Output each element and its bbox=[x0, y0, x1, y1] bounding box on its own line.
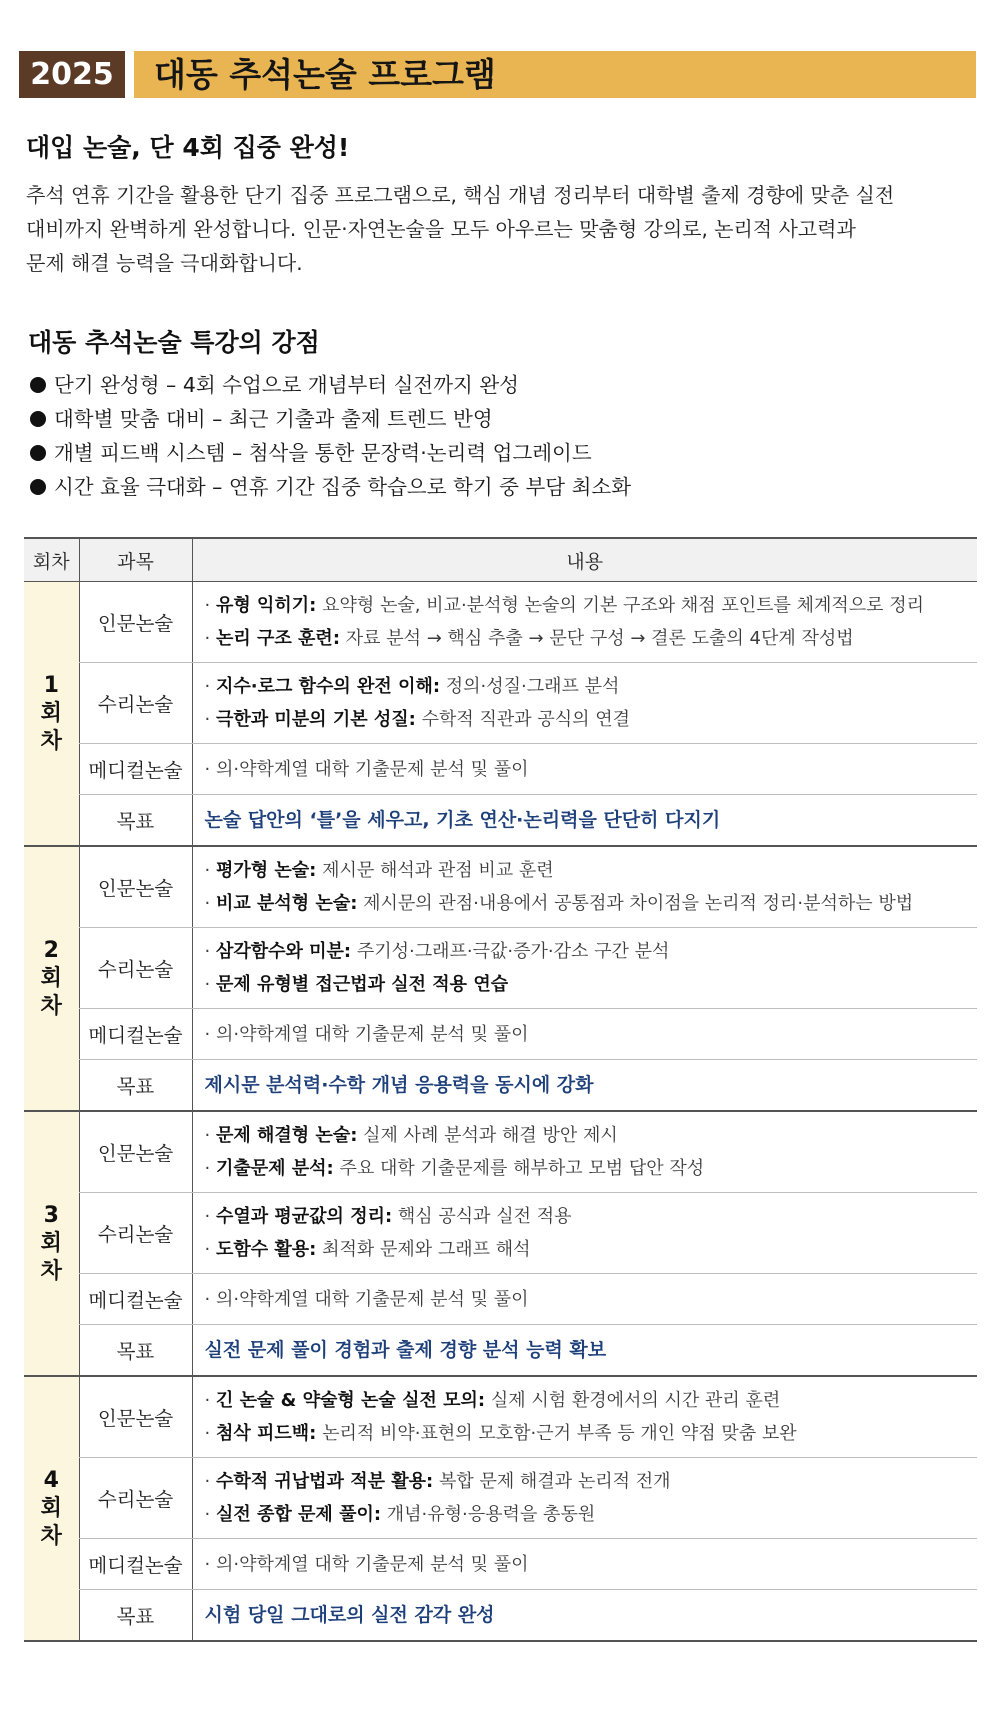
content-cell: · 수학적 귀납법과 적분 활용: 복합 문제 해결과 논리적 전개 · 실전 종합 문제 풀이: 개념·유형·응용력을 총동원 bbox=[192, 1458, 977, 1539]
content-cell: · 긴 논술 & 약술형 논술 실전 모의: 실제 시험 환경에서의 시간 관리 훈련 · 첨삭 피드백: 논리적 비약·표현의 모호함·근거 부족 등 개인 약점 맞춤 보완 bbox=[192, 1376, 977, 1458]
strength-item bbox=[30, 402, 631, 436]
title-banner bbox=[19, 51, 976, 98]
strength-item bbox=[30, 470, 631, 504]
round-label: 4 회 차 bbox=[24, 1376, 79, 1641]
goal-cell: 시험 당일 그대로의 실전 감각 완성 bbox=[192, 1590, 977, 1642]
subject-cell: 인문논술 bbox=[79, 846, 192, 928]
content-cell: · 평가형 논술: 제시문 해석과 관점 비교 훈련 · 비교 분석형 논술: 제시문의 관점·내용에서 공통점과 차이점을 논리적 정리·분석하는 방법 bbox=[192, 846, 977, 928]
table-header-row bbox=[24, 538, 977, 582]
subject-cell: 목표 bbox=[79, 1325, 192, 1377]
content-cell: · 문제 해결형 논술: 실제 사례 분석과 해결 방안 제시 · 기출문제 분석: 주요 대학 기출문제를 해부하고 모범 답안 작성 bbox=[192, 1111, 977, 1193]
intro-line: 대비까지 완벽하게 완성합니다. 인문·자연논술을 모두 아우르는 맞춤형 강의로, 논리적 사고력과 bbox=[26, 217, 856, 241]
subject-cell: 목표 bbox=[79, 1590, 192, 1642]
strengths-list bbox=[30, 368, 631, 504]
goal-cell: 제시문 분석력·수학 개념 응용력을 동시에 강화 bbox=[192, 1060, 977, 1112]
intro-headline: 대입 논술, 단 4회 집중 완성! bbox=[26, 133, 350, 162]
intro-paragraph bbox=[26, 178, 976, 280]
subject-cell: 인문논술 bbox=[79, 1111, 192, 1193]
table-row bbox=[24, 928, 977, 1009]
goal-cell: 실전 문제 풀이 경험과 출제 경향 분석 능력 확보 bbox=[192, 1325, 977, 1377]
subject-cell: 인문논술 bbox=[79, 1376, 192, 1458]
table-row bbox=[24, 1376, 977, 1458]
subject-cell: 목표 bbox=[79, 795, 192, 847]
schedule-table bbox=[24, 537, 977, 1642]
subject-cell: 목표 bbox=[79, 1060, 192, 1112]
round-label: 3 회 차 bbox=[24, 1111, 79, 1376]
bullet-icon bbox=[30, 479, 46, 495]
strength-text: 시간 효율 극대화 – 연휴 기간 집중 학습으로 학기 중 부담 최소화 bbox=[54, 475, 632, 499]
table-row bbox=[24, 1111, 977, 1193]
subject-cell: 수리논술 bbox=[79, 663, 192, 744]
content-cell: · 지수·로그 함수의 완전 이해: 정의·성질·그래프 분석 · 극한과 미분의 기본 성질: 수학적 직관과 공식의 연결 bbox=[192, 663, 977, 744]
subject-cell: 메디컬논술 bbox=[79, 1274, 192, 1325]
table-row bbox=[24, 846, 977, 928]
subject-cell: 메디컬논술 bbox=[79, 1539, 192, 1590]
content-cell: · 의·약학계열 대학 기출문제 분석 및 풀이 bbox=[192, 1539, 977, 1590]
strength-item bbox=[30, 368, 631, 402]
subject-cell: 메디컬논술 bbox=[79, 1009, 192, 1060]
table-row bbox=[24, 663, 977, 744]
table-row bbox=[24, 1060, 977, 1112]
subject-cell: 메디컬논술 bbox=[79, 744, 192, 795]
content-cell: · 의·약학계열 대학 기출문제 분석 및 풀이 bbox=[192, 1274, 977, 1325]
strength-text: 단기 완성형 – 4회 수업으로 개념부터 실전까지 완성 bbox=[54, 373, 519, 397]
table-row bbox=[24, 744, 977, 795]
subject-cell: 수리논술 bbox=[79, 1193, 192, 1274]
bullet-icon bbox=[30, 377, 46, 393]
table-row bbox=[24, 1274, 977, 1325]
bullet-icon bbox=[30, 445, 46, 461]
content-cell: · 의·약학계열 대학 기출문제 분석 및 풀이 bbox=[192, 1009, 977, 1060]
table-row bbox=[24, 582, 977, 663]
table-row bbox=[24, 1458, 977, 1539]
table-row bbox=[24, 1590, 977, 1642]
header-round: 회차 bbox=[24, 538, 79, 582]
strength-text: 개별 피드백 시스템 – 첨삭을 통한 문장력·논리력 업그레이드 bbox=[54, 441, 592, 465]
table-row bbox=[24, 1009, 977, 1060]
table-row bbox=[24, 1193, 977, 1274]
year-badge: 2025 bbox=[19, 51, 125, 98]
bullet-icon bbox=[30, 411, 46, 427]
goal-cell: 논술 답안의 ‘틀’을 세우고, 기초 연산·논리력을 단단히 다지기 bbox=[192, 795, 977, 847]
table-row bbox=[24, 795, 977, 847]
subject-cell: 수리논술 bbox=[79, 928, 192, 1009]
subject-cell: 인문논술 bbox=[79, 582, 192, 663]
content-cell: · 유형 익히기: 요약형 논술, 비교·분석형 논술의 기본 구조와 채점 포인트를 체계적으로 정리 · 논리 구조 훈련: 자료 분석 → 핵심 추출 → 문단 구성 → 결론 도출의 4단계 작성법 bbox=[192, 582, 977, 663]
round-label: 2 회 차 bbox=[24, 846, 79, 1111]
round-label: 1 회 차 bbox=[24, 582, 79, 847]
subject-cell: 수리논술 bbox=[79, 1458, 192, 1539]
table-row bbox=[24, 1539, 977, 1590]
table-row bbox=[24, 1325, 977, 1377]
strength-text: 대학별 맞춤 대비 – 최근 기출과 출제 트렌드 반영 bbox=[54, 407, 493, 431]
content-cell: · 수열과 평균값의 정리: 핵심 공식과 실전 적용 · 도함수 활용: 최적화 문제와 그래프 해석 bbox=[192, 1193, 977, 1274]
program-title: 대동 추석논술 프로그램 bbox=[134, 51, 976, 98]
content-cell: · 삼각함수와 미분: 주기성·그래프·극값·증가·감소 구간 분석 · 문제 유형별 접근법과 실전 적용 연습 bbox=[192, 928, 977, 1009]
strengths-heading: 대동 추석논술 특강의 강점 bbox=[28, 328, 320, 357]
header-subject: 과목 bbox=[79, 538, 192, 582]
strength-item bbox=[30, 436, 631, 470]
intro-line: 추석 연휴 기간을 활용한 단기 집중 프로그램으로, 핵심 개념 정리부터 대학별 출제 경향에 맞춘 실전 bbox=[26, 183, 895, 207]
intro-line: 문제 해결 능력을 극대화합니다. bbox=[26, 251, 303, 275]
header-content: 내용 bbox=[192, 538, 977, 582]
content-cell: · 의·약학계열 대학 기출문제 분석 및 풀이 bbox=[192, 744, 977, 795]
